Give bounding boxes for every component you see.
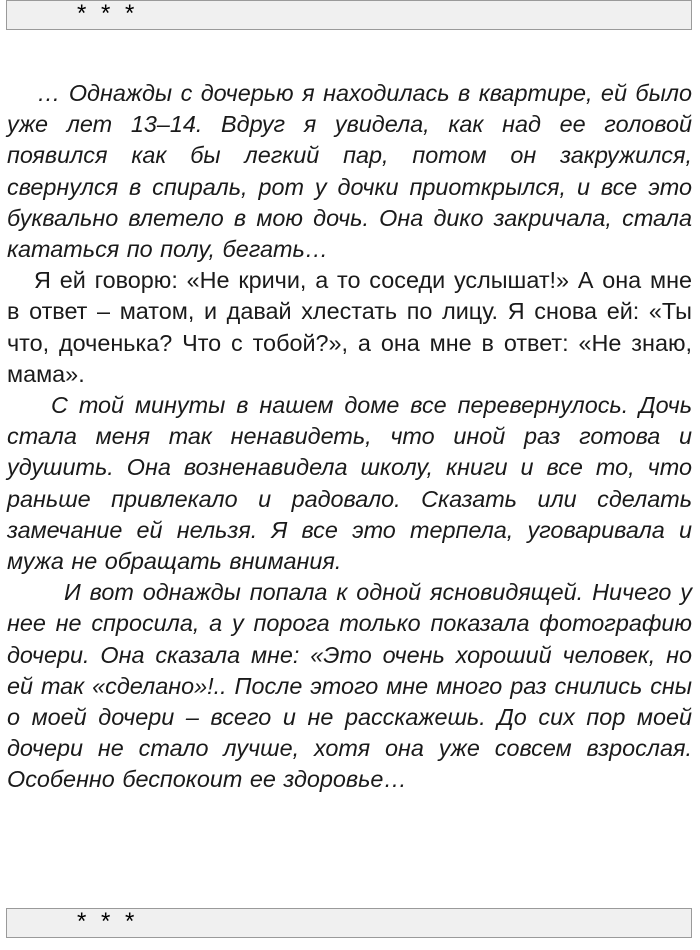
paragraph-2: Я ей говорю: «Не кричи, а то соседи услышат!» А она мне в ответ – матом, и давай хлестать по лицу. Я снова ей: «Ты что, доченька? Что с тобой?», а она мне в ответ: «Не знаю, мама». bbox=[7, 267, 692, 387]
section-separator-top bbox=[6, 0, 692, 30]
paragraph-3: С той минуты в нашем доме все перевернулось. Дочь стала меня так ненавидеть, что иной раз готова и удушить. Она возненавидела школу, книги и все то, что раньше привлекало и радовало. Сказать или сделать замечание ей нельзя. Я все это терпела, уговаривала и мужа не обращать внимания. bbox=[7, 392, 692, 575]
asterisk-separator: * * * bbox=[77, 0, 139, 27]
paragraph-4: И вот однажды попала к одной ясновидящей. Ничего у нее не спросила, а у порога только показала фотографию дочери. Она сказала мне: «Это очень хороший человек, но ей так «сделано»!.. После этого мне много раз снились сны о моей дочери – всего и не расскажешь. До сих пор моей дочери не стало лучше, хотя она уже совсем взрослая. Особенно беспокоит ее здоровье… bbox=[7, 579, 692, 793]
section-separator-bottom bbox=[6, 908, 692, 938]
asterisk-separator: * * * bbox=[77, 908, 139, 935]
paragraph-1: … Однажды с дочерью я находилась в квартире, ей было уже лет 13–14. Вдруг я увидела, как над ее головой появился как бы легкий пар, потом он закружился, свернулся в спираль, рот у дочки приоткрылся, и все это буквально влетело в мою дочь. Она дико закричала, стала кататься по полу, бегать… bbox=[7, 80, 692, 263]
story-text bbox=[7, 78, 692, 796]
